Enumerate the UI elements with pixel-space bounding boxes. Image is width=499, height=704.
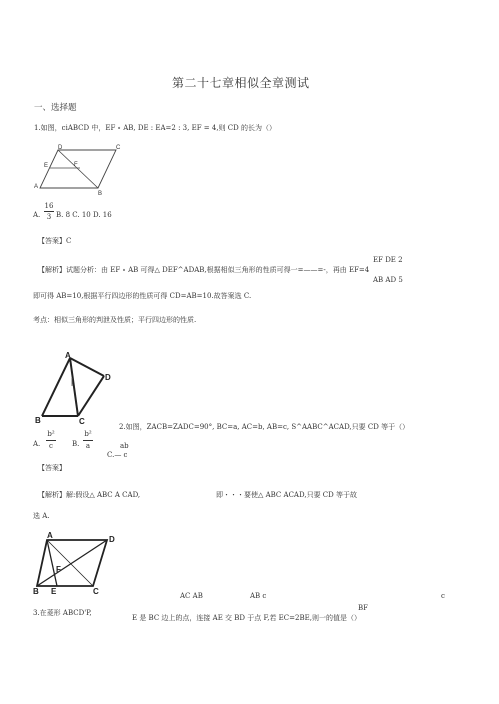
q2-side-ac <box>70 358 78 416</box>
q3-fragment-c: c <box>441 592 445 600</box>
q2-option-b-fraction <box>83 430 93 450</box>
q1-figure-parallelogram <box>32 144 124 196</box>
q1-label-f: F <box>74 162 78 168</box>
q1-ratio-top: EF DE 2 <box>373 256 403 264</box>
q2-option-b-denominator: a <box>85 442 91 450</box>
q2-stem: 2.如图，ZACB=ZADC=90°, BC=a, AC=b, AB=c, S^AABC^ACAD,只要 CD 等于（） <box>119 423 410 431</box>
q2-label-a: A <box>65 351 71 360</box>
q1-label-a: A <box>34 184 39 190</box>
q2-side-ab <box>42 358 70 416</box>
q2-label-c: C <box>79 417 85 426</box>
q1-frac-denominator: 3 <box>46 213 52 221</box>
q1-options-rest: B. 8 C. 10 D. 16 <box>56 211 112 219</box>
q3-label-e: E <box>51 587 57 596</box>
q2-option-b-label: B. <box>72 440 80 448</box>
q1-stem: 1.如图，ciABCD 中，EF ∘ AB, DE : EA=2 : 3, EF = 4,则 CD 的长为（） <box>34 124 276 132</box>
section-heading: 一、选择题 <box>34 103 77 113</box>
q3-diagonal-ac <box>47 540 93 586</box>
q2-option-c: C.— c <box>107 451 128 459</box>
q1-option-a-fraction <box>44 202 54 221</box>
q2-option-b-numerator: b² <box>84 430 92 438</box>
q3-fragment-bf: BF <box>358 604 369 612</box>
q3-label-d: D <box>109 535 115 544</box>
q2-option-a-denominator: c <box>49 442 53 450</box>
q2-figure-triangles <box>34 350 116 426</box>
q1-kaodian: 考点：相似三角形的判泄及性质；平行四边形的性质. <box>33 316 197 324</box>
q3-fragment-ac-ab: AC AB <box>180 592 203 600</box>
q1-diagonal-db <box>58 150 98 188</box>
q3-label-c: C <box>93 587 99 596</box>
q1-label-e: E <box>44 163 49 169</box>
q2-side-ad <box>70 358 104 376</box>
q2-option-a-numerator: b² <box>47 430 55 438</box>
q2-label-b: B <box>35 416 41 425</box>
q2-option-c-top: ab <box>120 442 129 450</box>
q2-explanation-end: 选 A. <box>33 512 50 520</box>
q1-ratio-bottom: AB AD 5 <box>373 276 403 284</box>
q3-stem-left: 3.在菱形 ABCD'P, <box>33 609 92 617</box>
q1-label-d: D <box>58 145 63 151</box>
q1-explanation-line1: 【解析】试题分析：由 EF ∘ AB 可得△ DEF^ADAB,根据相似三角形的性质可得一=——=-，再由 EF=4 <box>38 266 370 274</box>
q1-label-c: C <box>116 145 121 151</box>
q2-answer: 【答案】 <box>38 464 66 472</box>
page-title: 第二十七章相似全章测试 <box>172 76 310 90</box>
q2-explanation: 【解析】解:假设△ ABC A CAD, <box>38 491 141 499</box>
q2-option-a-fraction <box>46 430 56 450</box>
q1-label-b: B <box>98 191 103 196</box>
q3-diagonal-bd <box>37 540 107 586</box>
q3-label-b: B <box>33 587 39 596</box>
q2-explanation-mid: 即・・・要使△ ABC ACAD,只要 CD 等于故 <box>216 491 357 499</box>
q2-label-d: D <box>105 373 111 382</box>
q3-fragment-ab-c: AB c <box>250 592 267 600</box>
q3-label-f: F <box>56 565 61 574</box>
q3-stem-right: E 是 BC 边上的点，连接 AE 交 BD 于点 F,若 EC=2BE,则一的值是（） <box>132 614 361 622</box>
q3-figure-rhombus <box>33 530 125 596</box>
q2-option-a-label: A. <box>33 440 41 448</box>
q2-side-dc <box>78 376 104 416</box>
q1-answer: 【答案】C <box>38 237 72 245</box>
q1-explanation-line2: 即可得 AB=10,根据平行四边形的性质可得 CD=AB=10.故答案选 C. <box>33 292 252 300</box>
q3-label-a: A <box>47 531 53 540</box>
q1-frac-numerator: 16 <box>44 202 54 210</box>
q1-option-a-prefix: A. <box>33 211 41 219</box>
